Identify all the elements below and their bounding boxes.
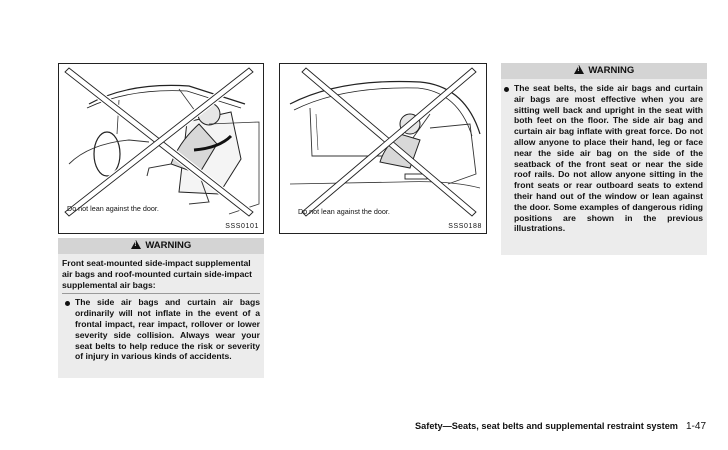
warning-header-left <box>58 238 264 254</box>
warning-title: WARNING <box>588 65 635 76</box>
page-number: 1-47 <box>685 421 706 432</box>
divider <box>62 293 260 294</box>
figure-caption: Do not lean against the door. <box>67 204 159 213</box>
warning-triangle-icon <box>574 65 584 74</box>
section-title: Safety—Seats, seat belts and supplemental restraint system <box>415 421 678 431</box>
illustration-lean-on-door-front <box>58 63 264 234</box>
warning-body-left <box>58 254 264 378</box>
warning-body-right <box>501 79 707 255</box>
illustration-lean-on-door-rear <box>279 63 487 234</box>
warning-intro: Front seat-mounted side-impact supplemental air bags and roof-mounted curtain side-impact supplemental air bags: <box>62 258 253 290</box>
warning-bullet: The seat belts, the side air bags and curtain air bags are most effective when you are sitting well back and upright in the seat with both feet on the floor. The side air bag and curtain air bag inflate with great force. Do not allow anyone to place their hand, leg or face near the side air bag on the side of the seatback of the front seat or near the side roof rails. Do not allow anyone sitting in the front seats or rear outboard seats to extend their hand out of the window or lean against the door. Some examples of dangerous riding positions are shown in the previous illustrations. <box>503 83 703 234</box>
page-footer <box>415 421 706 432</box>
warning-triangle-icon <box>131 240 141 249</box>
figure-code: SSS0188 <box>448 223 482 230</box>
figure-code: SSS0101 <box>225 223 259 230</box>
warning-title: WARNING <box>145 240 192 251</box>
figure-caption: Do not lean against the door. <box>298 207 390 216</box>
warning-bullet: The side air bags and curtain air bags ordinarily will not inflate in the event of a frontal impact, rear impact, rollover or lower severity side collision. Always wear your seat belts to help reduce the risk or severity of injury in various kinds of accidents. <box>64 297 260 362</box>
warning-header-right <box>501 63 707 79</box>
